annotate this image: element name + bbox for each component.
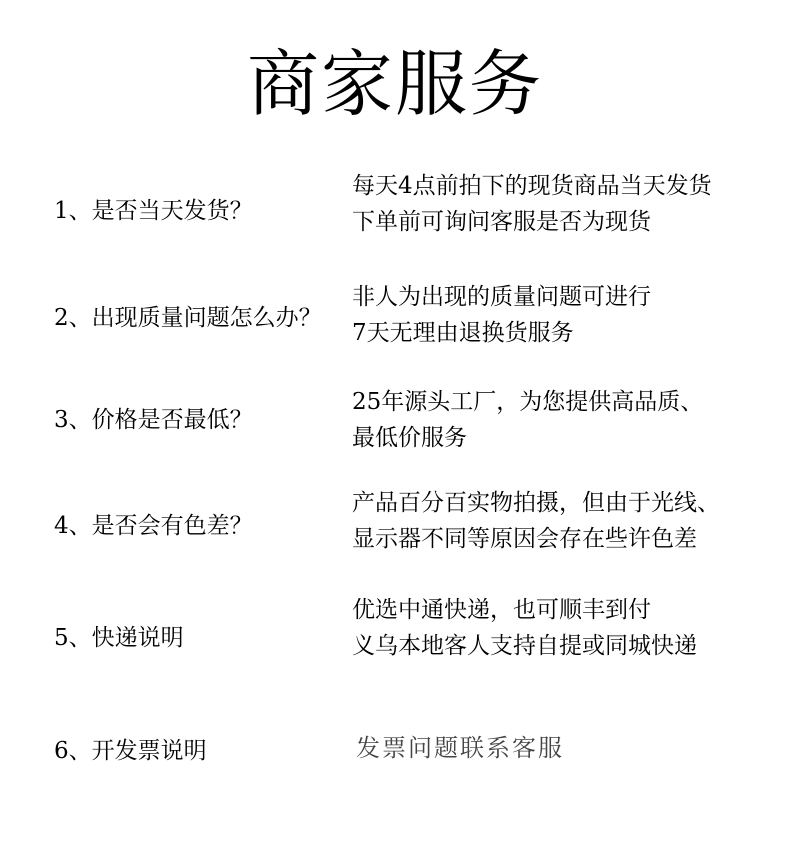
faq-answer-3-line-1: 25年源头工厂，为您提供高品质、 (352, 389, 704, 415)
faq-answer-1-line-1: 每天4点前拍下的现货商品当天发货 (352, 173, 712, 199)
faq-answer-5-line-1: 优选中通快递，也可顺丰到付 (352, 597, 651, 623)
faq-answer-3 (352, 384, 703, 456)
faq-answer-1-line-2: 下单前可询问客服是否为现货 (352, 209, 651, 235)
faq-answer-3-line-2: 最低价服务 (352, 425, 467, 451)
page-title: 商家服务 (246, 42, 543, 126)
faq-question-5: 5、快递说明 (54, 625, 184, 651)
faq-answer-2-line-2: 7天无理由退换货服务 (352, 320, 574, 346)
faq-question-2: 2、出现质量问题怎么办？ (54, 305, 322, 331)
faq-answer-5 (352, 592, 697, 664)
faq-question-6: 6、开发票说明 (54, 738, 207, 764)
faq-answer-6 (356, 730, 564, 766)
faq-answer-4 (352, 485, 720, 557)
faq-question-3: 3、价格是否最低？ (54, 407, 253, 433)
faq-answer-1 (352, 168, 712, 240)
faq-answer-5-line-2: 义乌本地客人支持自提或同城快递 (352, 633, 697, 659)
faq-answer-2 (352, 279, 651, 351)
faq-answer-4-line-1: 产品百分百实物拍摄，但由于光线、 (352, 490, 720, 516)
faq-question-1: 1、是否当天发货？ (54, 198, 253, 224)
faq-answer-6-line-1: 发票问题联系客服 (356, 734, 564, 762)
faq-question-4: 4、是否会有色差？ (54, 513, 253, 539)
faq-answer-2-line-1: 非人为出现的质量问题可进行 (352, 284, 651, 310)
faq-answer-4-line-2: 显示器不同等原因会存在些许色差 (352, 526, 697, 552)
